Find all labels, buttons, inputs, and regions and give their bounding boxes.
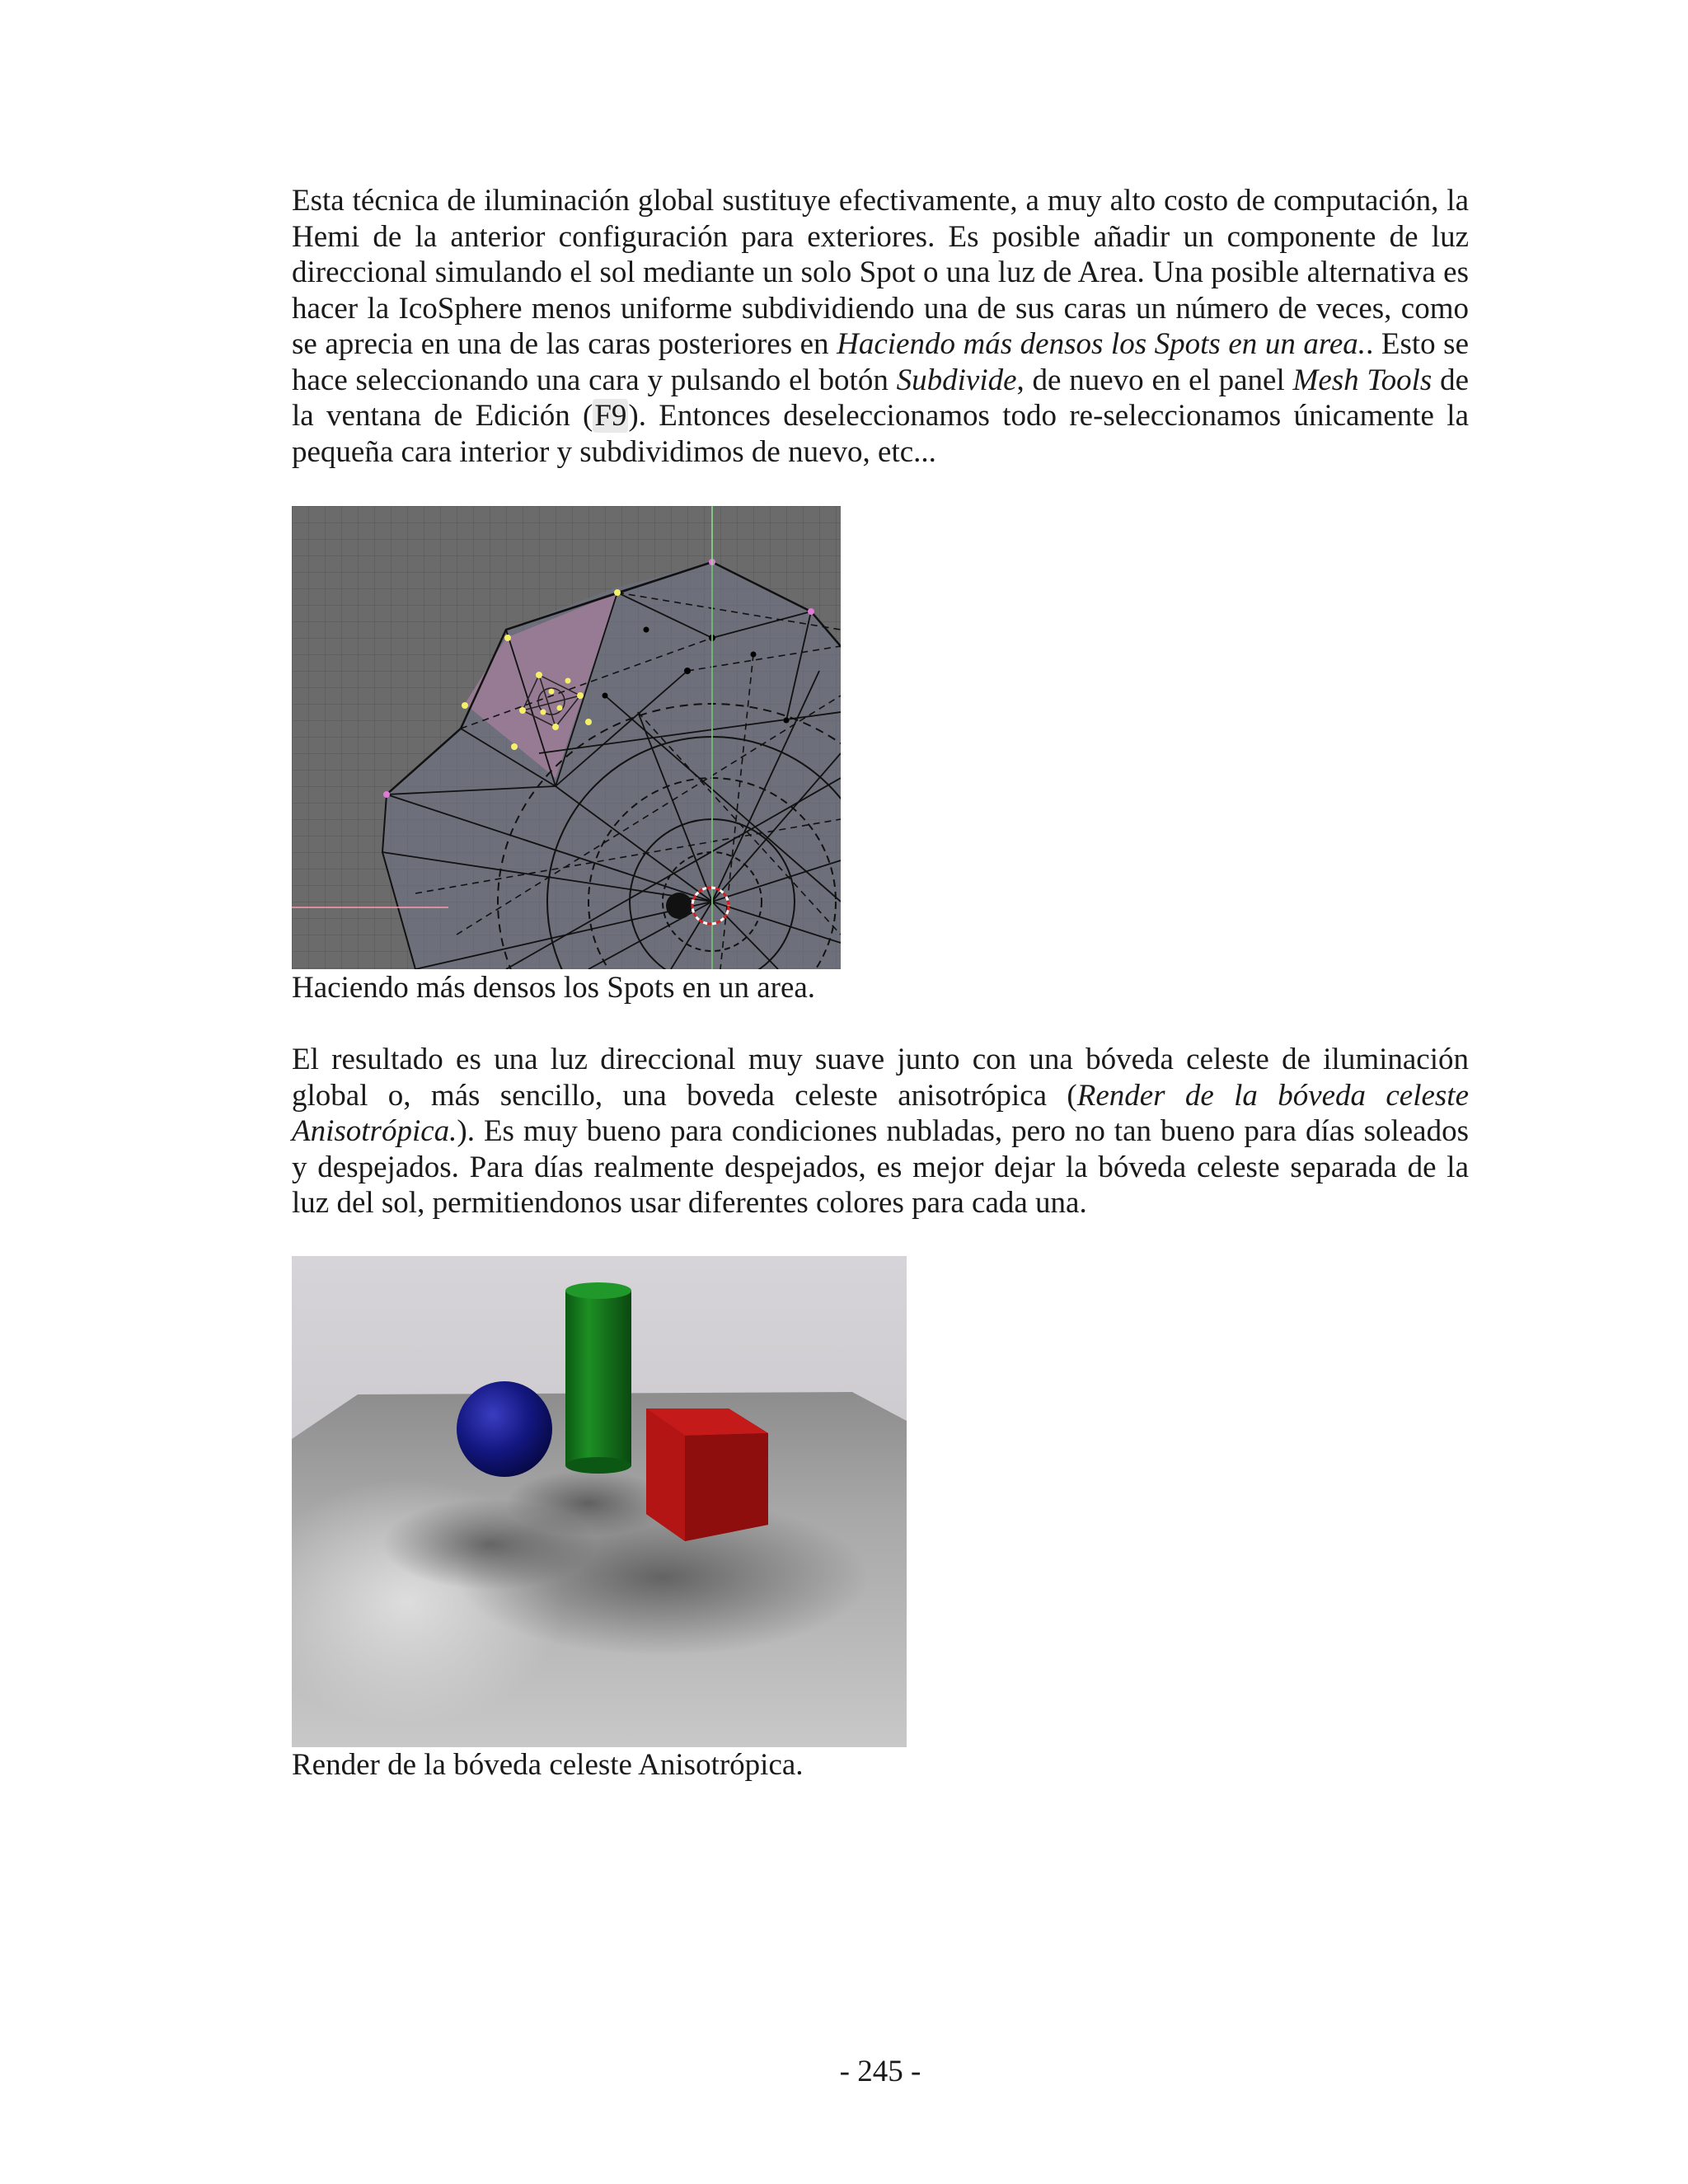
page-number: - 245 - <box>839 2055 921 2088</box>
paragraph-1 <box>292 183 1469 470</box>
p2-text-1: El resultado es una luz direccional muy suave junto con una bóveda celeste de iluminación global o, más sencillo, una boveda celeste anisotrópica ( <box>292 1043 1469 1113</box>
p1-text-1: Esta técnica de iluminación global sustituye efectivamente, a muy alto costo de computación, la Hemi de la anterior configuración para exteriores. Es posible añadir un componente de luz direccional simulando el sol mediante un solo Spot o una luz de Area. Una posible alternativa es hacer la IcoSphere menos uniforme subdividiendo una de sus caras un número de veces, como se aprecia en una de las caras posteriores en <box>292 184 1469 361</box>
f9-key: F9 <box>594 399 627 433</box>
figure-2-caption: Render de la bóveda celeste Anisotrópica. <box>292 1748 804 1782</box>
paragraph-2 <box>292 1042 1469 1221</box>
p1-figure-reference: Haciendo más densos los Spots en un area. <box>837 327 1367 361</box>
anisotropic-sky-render-figure <box>292 1256 907 1747</box>
mesh-tools-panel-ref: Mesh Tools <box>1292 363 1432 397</box>
p1-text-4: de la ventana de Edición ( <box>292 363 1469 433</box>
icosphere-wireframe-figure <box>292 506 841 969</box>
p2-text-2: ). Es muy bueno para condiciones nubladas, pero no tan bueno para días soleados y despejados. Para días realmente despejados, es mejor dejar la bóveda celeste separada de la luz del sol, permitiendonos usar diferentes colores para cada una. <box>292 1114 1469 1220</box>
p2-figure-reference: Render de la bóveda celeste Anisotrópica. <box>292 1078 1469 1148</box>
p1-text-5: ). Entonces deseleccionamos todo re-seleccionamos únicamente la pequeña cara interior y subdividimos de nuevo, etc... <box>292 399 1469 469</box>
p1-text-2: . Esto se hace seleccionando una cara y pulsando el botón <box>292 327 1469 397</box>
figure-1-caption: Haciendo más densos los Spots en un area. <box>292 971 816 1005</box>
subdivide-button-ref: Subdivide <box>896 363 1017 397</box>
p1-text-3: , de nuevo en el panel <box>1016 363 1293 397</box>
